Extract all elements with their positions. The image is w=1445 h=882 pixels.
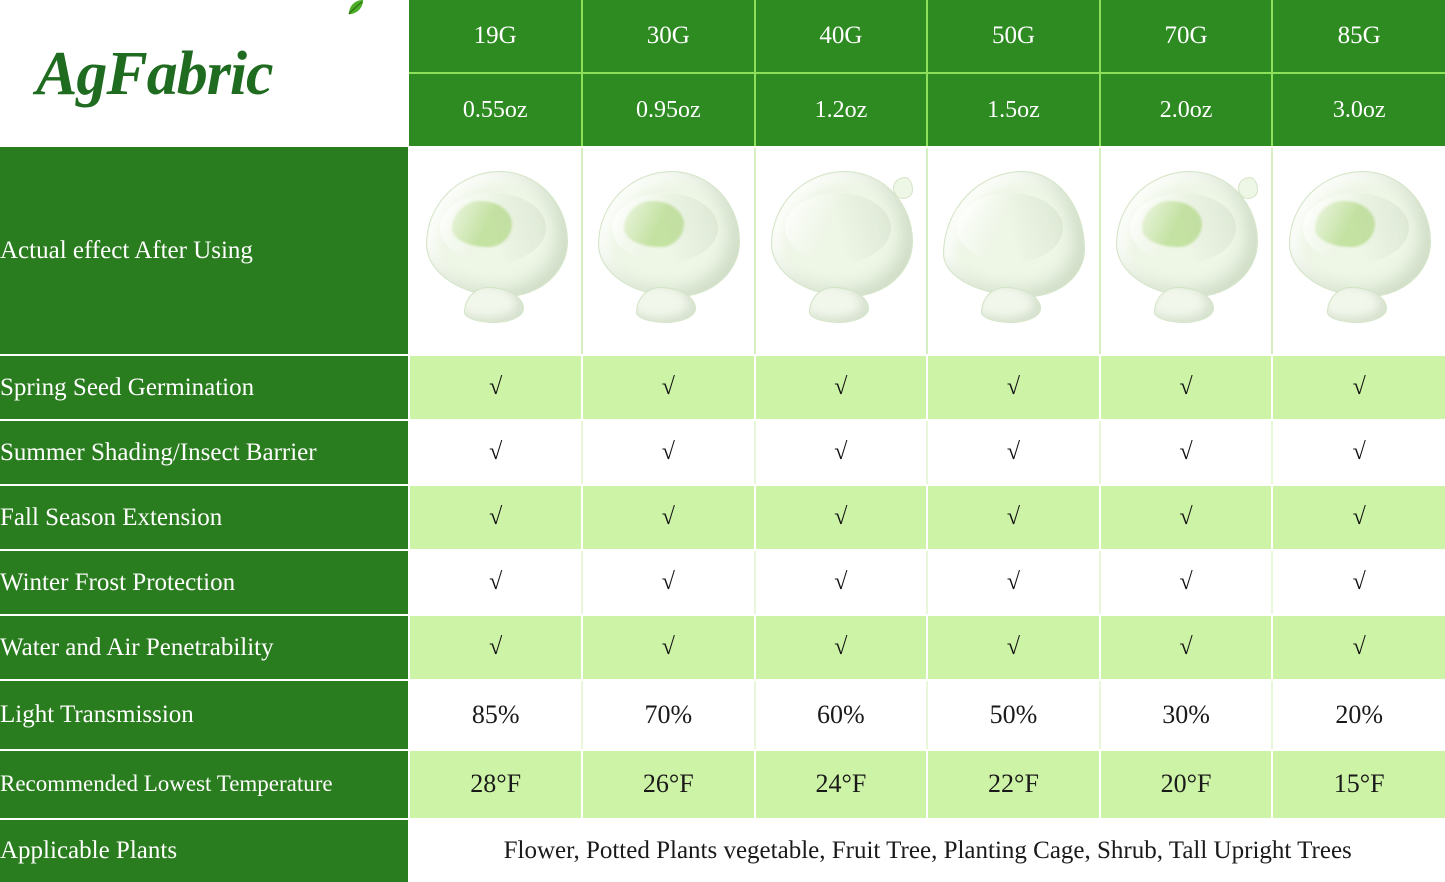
table-row bbox=[0, 750, 1445, 819]
table-row bbox=[0, 485, 1445, 550]
check-mark: √ bbox=[582, 355, 755, 420]
temperature-value: 15°F bbox=[1272, 750, 1445, 819]
column-header-grade: 30G bbox=[582, 0, 755, 73]
check-mark: √ bbox=[927, 420, 1100, 485]
column-header-grade: 19G bbox=[409, 0, 582, 73]
row-label: Spring Seed Germination bbox=[0, 355, 409, 420]
light-transmission-value: 70% bbox=[582, 680, 755, 749]
table-row bbox=[0, 420, 1445, 485]
column-header-weight: 2.0oz bbox=[1100, 73, 1273, 147]
temperature-value: 22°F bbox=[927, 750, 1100, 819]
check-mark: √ bbox=[927, 615, 1100, 680]
check-mark: √ bbox=[409, 355, 582, 420]
check-mark: √ bbox=[755, 615, 928, 680]
table-row bbox=[0, 550, 1445, 615]
check-mark: √ bbox=[1100, 615, 1273, 680]
row-label: Summer Shading/Insect Barrier bbox=[0, 420, 409, 485]
check-mark: √ bbox=[755, 355, 928, 420]
check-mark: √ bbox=[582, 485, 755, 550]
check-mark: √ bbox=[582, 615, 755, 680]
row-label: Actual effect After Using bbox=[0, 147, 409, 355]
column-header-grade: 70G bbox=[1100, 0, 1273, 73]
check-mark: √ bbox=[409, 550, 582, 615]
check-mark: √ bbox=[409, 420, 582, 485]
column-header-grade: 40G bbox=[755, 0, 928, 73]
row-label: Applicable Plants bbox=[0, 819, 409, 882]
check-mark: √ bbox=[755, 420, 928, 485]
light-transmission-value: 20% bbox=[1272, 680, 1445, 749]
row-label: Fall Season Extension bbox=[0, 485, 409, 550]
temperature-value: 26°F bbox=[582, 750, 755, 819]
check-mark: √ bbox=[927, 485, 1100, 550]
temperature-value: 20°F bbox=[1100, 750, 1273, 819]
light-transmission-value: 30% bbox=[1100, 680, 1273, 749]
check-mark: √ bbox=[582, 420, 755, 485]
check-mark: √ bbox=[1100, 420, 1273, 485]
table-row bbox=[0, 615, 1445, 680]
plant-cover-photo bbox=[582, 147, 755, 355]
plant-cover-photo bbox=[1100, 147, 1273, 355]
column-header-grade: 50G bbox=[927, 0, 1100, 73]
column-header-grade: 85G bbox=[1272, 0, 1445, 73]
check-mark: √ bbox=[1100, 355, 1273, 420]
plant-cover-photo bbox=[927, 147, 1100, 355]
check-mark: √ bbox=[927, 550, 1100, 615]
table-row bbox=[0, 355, 1445, 420]
plant-cover-photo bbox=[755, 147, 928, 355]
row-label: Winter Frost Protection bbox=[0, 550, 409, 615]
check-mark: √ bbox=[1272, 615, 1445, 680]
check-mark: √ bbox=[755, 550, 928, 615]
light-transmission-value: 60% bbox=[755, 680, 928, 749]
check-mark: √ bbox=[755, 485, 928, 550]
check-mark: √ bbox=[409, 485, 582, 550]
brand-logo bbox=[0, 0, 409, 147]
light-transmission-value: 85% bbox=[409, 680, 582, 749]
table-row bbox=[0, 147, 1445, 355]
temperature-value: 28°F bbox=[409, 750, 582, 819]
light-transmission-value: 50% bbox=[927, 680, 1100, 749]
check-mark: √ bbox=[1272, 355, 1445, 420]
column-header-weight: 1.2oz bbox=[755, 73, 928, 147]
table-row bbox=[0, 680, 1445, 749]
plant-cover-photo bbox=[409, 147, 582, 355]
row-label: Water and Air Penetrability bbox=[0, 615, 409, 680]
table-header-grades bbox=[0, 0, 1445, 73]
row-label: Light Transmission bbox=[0, 680, 409, 749]
check-mark: √ bbox=[1272, 550, 1445, 615]
column-header-weight: 1.5oz bbox=[927, 73, 1100, 147]
brand-name: AgFabric bbox=[36, 39, 273, 108]
column-header-weight: 0.55oz bbox=[409, 73, 582, 147]
plant-cover-photo bbox=[1272, 147, 1445, 355]
column-header-weight: 0.95oz bbox=[582, 73, 755, 147]
applicable-plants-value: Flower, Potted Plants vegetable, Fruit Tree, Planting Cage, Shrub, Tall Upright Trees bbox=[409, 819, 1445, 882]
check-mark: √ bbox=[927, 355, 1100, 420]
temperature-value: 24°F bbox=[755, 750, 928, 819]
check-mark: √ bbox=[1272, 420, 1445, 485]
leaf-icon bbox=[346, 0, 365, 17]
check-mark: √ bbox=[1272, 485, 1445, 550]
check-mark: √ bbox=[1100, 485, 1273, 550]
check-mark: √ bbox=[582, 550, 755, 615]
check-mark: √ bbox=[1100, 550, 1273, 615]
column-header-weight: 3.0oz bbox=[1272, 73, 1445, 147]
check-mark: √ bbox=[409, 615, 582, 680]
table-footer-row bbox=[0, 819, 1445, 882]
row-label: Recommended Lowest Temperature bbox=[0, 750, 409, 819]
